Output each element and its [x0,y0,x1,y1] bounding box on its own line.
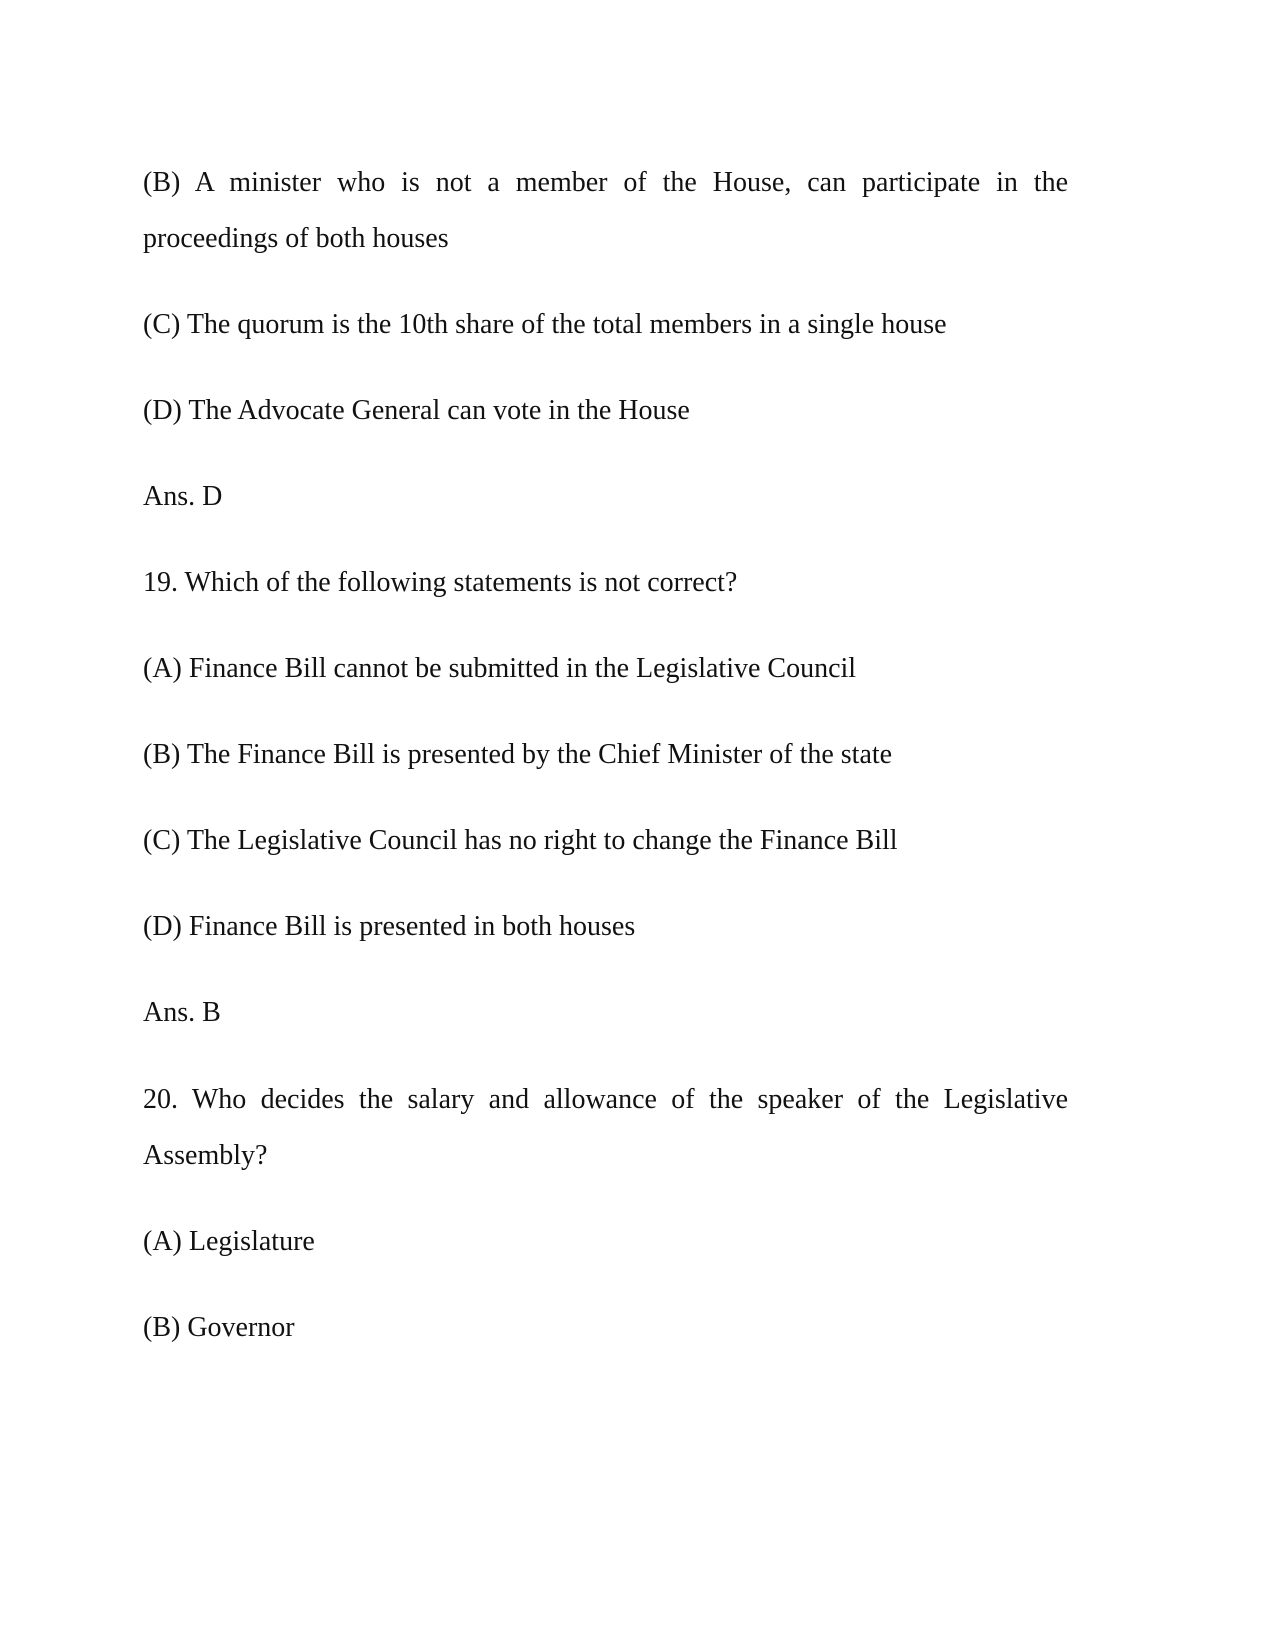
q19-option-a: (A) Finance Bill cannot be submitted in the Legislative Council [143,653,857,684]
q18-option-d: (D) The Advocate General can vote in the House [143,395,690,426]
q19-option-b: (B) The Finance Bill is presented by the Chief Minister of the state [143,739,893,770]
q18-option-b-line1: (B) A minister who is not a member of the House, can participate in the [143,167,1068,198]
q19-option-d: (D) Finance Bill is presented in both houses [143,911,636,942]
q20-question-line1: 20. Who decides the salary and allowance of the speaker of the Legislative [143,1084,1068,1115]
q20-question-line2: Assembly? [143,1140,268,1171]
q19-answer: Ans. B [143,997,221,1028]
q18-option-c: (C) The quorum is the 10th share of the total members in a single house [143,309,947,340]
q19-question: 19. Which of the following statements is not correct? [143,567,738,598]
q18-answer: Ans. D [143,481,223,512]
q20-option-b: (B) Governor [143,1312,295,1343]
q19-option-c: (C) The Legislative Council has no right to change the Finance Bill [143,825,898,856]
q20-option-a: (A) Legislature [143,1226,315,1257]
q18-option-b-line2: proceedings of both houses [143,223,449,254]
